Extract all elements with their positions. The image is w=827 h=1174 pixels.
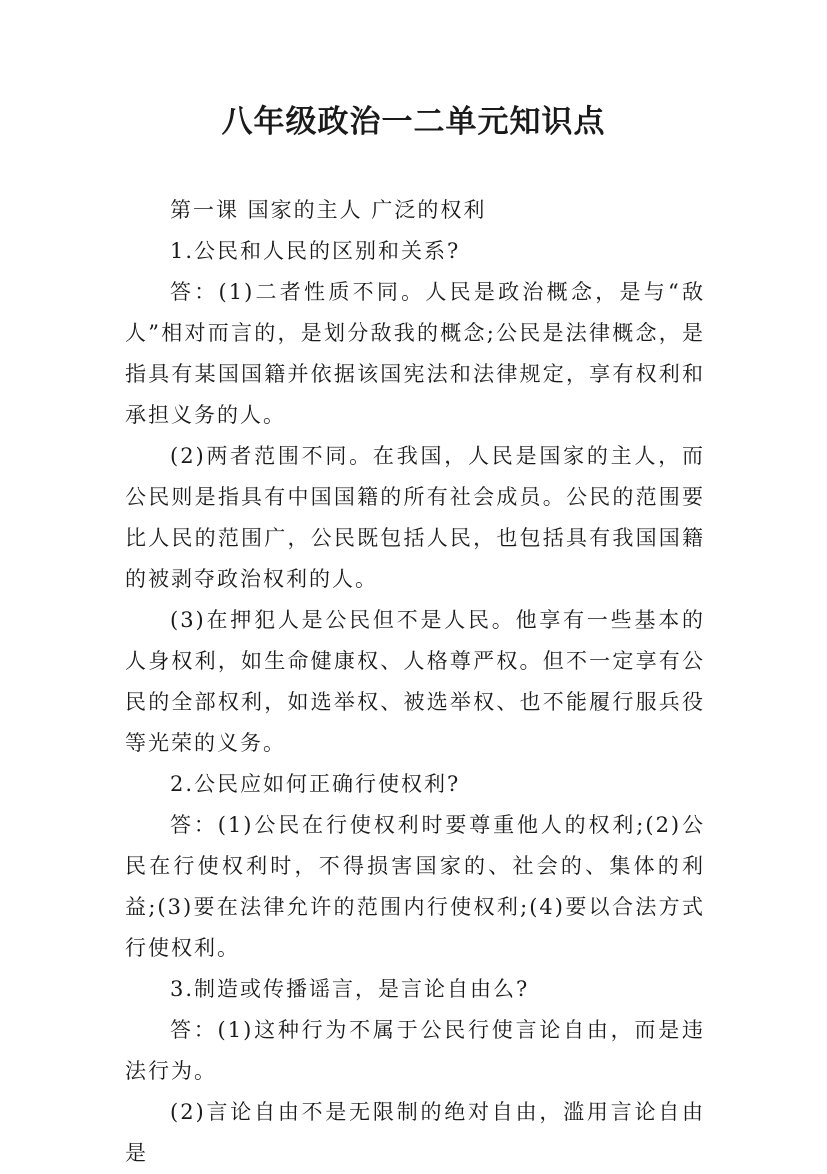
answer-2: 答：(1)公民在行使权利时要尊重他人的权利;(2)公民在行使权利时，不得损害国家的、社会的、集体的利益;(3)要在法律允许的范围内行使权利;(4)要以合法方式行使权利。 [125, 813, 705, 960]
answer-1-part-3: (3)在押犯人是公民但不是人民。他享有一些基本的人身权利，如生命健康权、人格尊严权。但不一定享有公民的全部权利，如选举权、被选举权、也不能履行服兵役等光荣的义务。 [125, 608, 705, 755]
lesson-heading: 第一课 国家的主人 广泛的权利 [170, 198, 487, 222]
answer-1-part-2: (2)两者范围不同。在我国，人民是国家的主人，而公民则是指具有中国国籍的所有社会成员。公民的范围要比人民的范围广，公民既包括人民，也包括具有我国国籍的被剥夺政治权利的人。 [125, 444, 705, 591]
answer-3-part-2: (2)言论自由不是无限制的绝对自由，滥用言论自由是 [125, 1100, 705, 1165]
question-1: 1.公民和人民的区别和关系? [170, 239, 461, 263]
answer-3-part-1: 答：(1)这种行为不属于公民行使言论自由，而是违法行为。 [125, 1018, 705, 1083]
question-3: 3.制造或传播谣言，是言论自由么? [170, 977, 530, 1001]
question-2: 2.公民应如何正确行使权利? [170, 772, 461, 796]
document-body [125, 190, 705, 1174]
answer-1-part-1: 答：(1)二者性质不同。人民是政治概念，是与“敌人”相对而言的，是划分敌我的概念;公民是法律概念，是指具有某国国籍并依据该国宪法和法律规定，享有权利和承担义务的人。 [125, 280, 705, 427]
document-title: 八年级政治一二单元知识点 [221, 104, 606, 140]
